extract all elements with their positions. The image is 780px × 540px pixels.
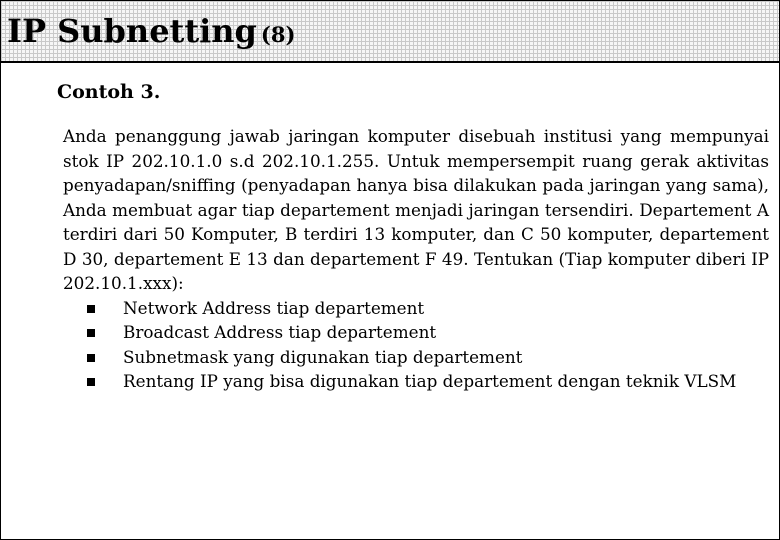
bullet-square-icon bbox=[87, 354, 95, 362]
task-item bbox=[63, 345, 769, 370]
task-item bbox=[63, 369, 769, 394]
bullet-square-icon bbox=[87, 378, 95, 386]
task-text: Network Address tiap departement bbox=[123, 297, 425, 318]
title-bar bbox=[1, 1, 779, 63]
slide-title bbox=[7, 11, 295, 55]
title-suffix: (8) bbox=[260, 22, 296, 47]
task-text: Broadcast Address tiap departement bbox=[123, 322, 437, 342]
problem-paragraph: Anda penanggung jawab jaringan komputer disebuah institusi yang mempunyai stok IP 202.10.1.0 s.d 202.10.1.255. Untuk mempersempit ruang gerak aktivitas penyadapan/sniffing (penyadapan hanya bisa dilakukan pada jaringan yang sama), Anda membuat agar tiap departement menjadi jaringan tersendiri. Departement A terdiri dari 50 Komputer, B terdiri 13 komputer, dan C 50 komputer, departement D 30, departement E 13 dan departement F 49. Tentukan (Tiap komputer diberi IP 202.10.1.xxx): bbox=[63, 126, 769, 293]
task-item bbox=[63, 296, 769, 321]
example-heading: Contoh 3. bbox=[57, 81, 161, 103]
bullet-square-icon bbox=[87, 305, 95, 313]
task-text: Subnetmask yang digunakan tiap departement bbox=[123, 346, 523, 367]
title-main: IP Subnetting bbox=[7, 12, 257, 50]
task-text: Rentang IP yang bisa digunakan tiap departement dengan teknik VLSM bbox=[123, 371, 737, 391]
content-body bbox=[63, 124, 769, 394]
bullet-square-icon bbox=[87, 329, 95, 337]
task-item bbox=[63, 320, 769, 345]
task-list bbox=[63, 296, 769, 394]
